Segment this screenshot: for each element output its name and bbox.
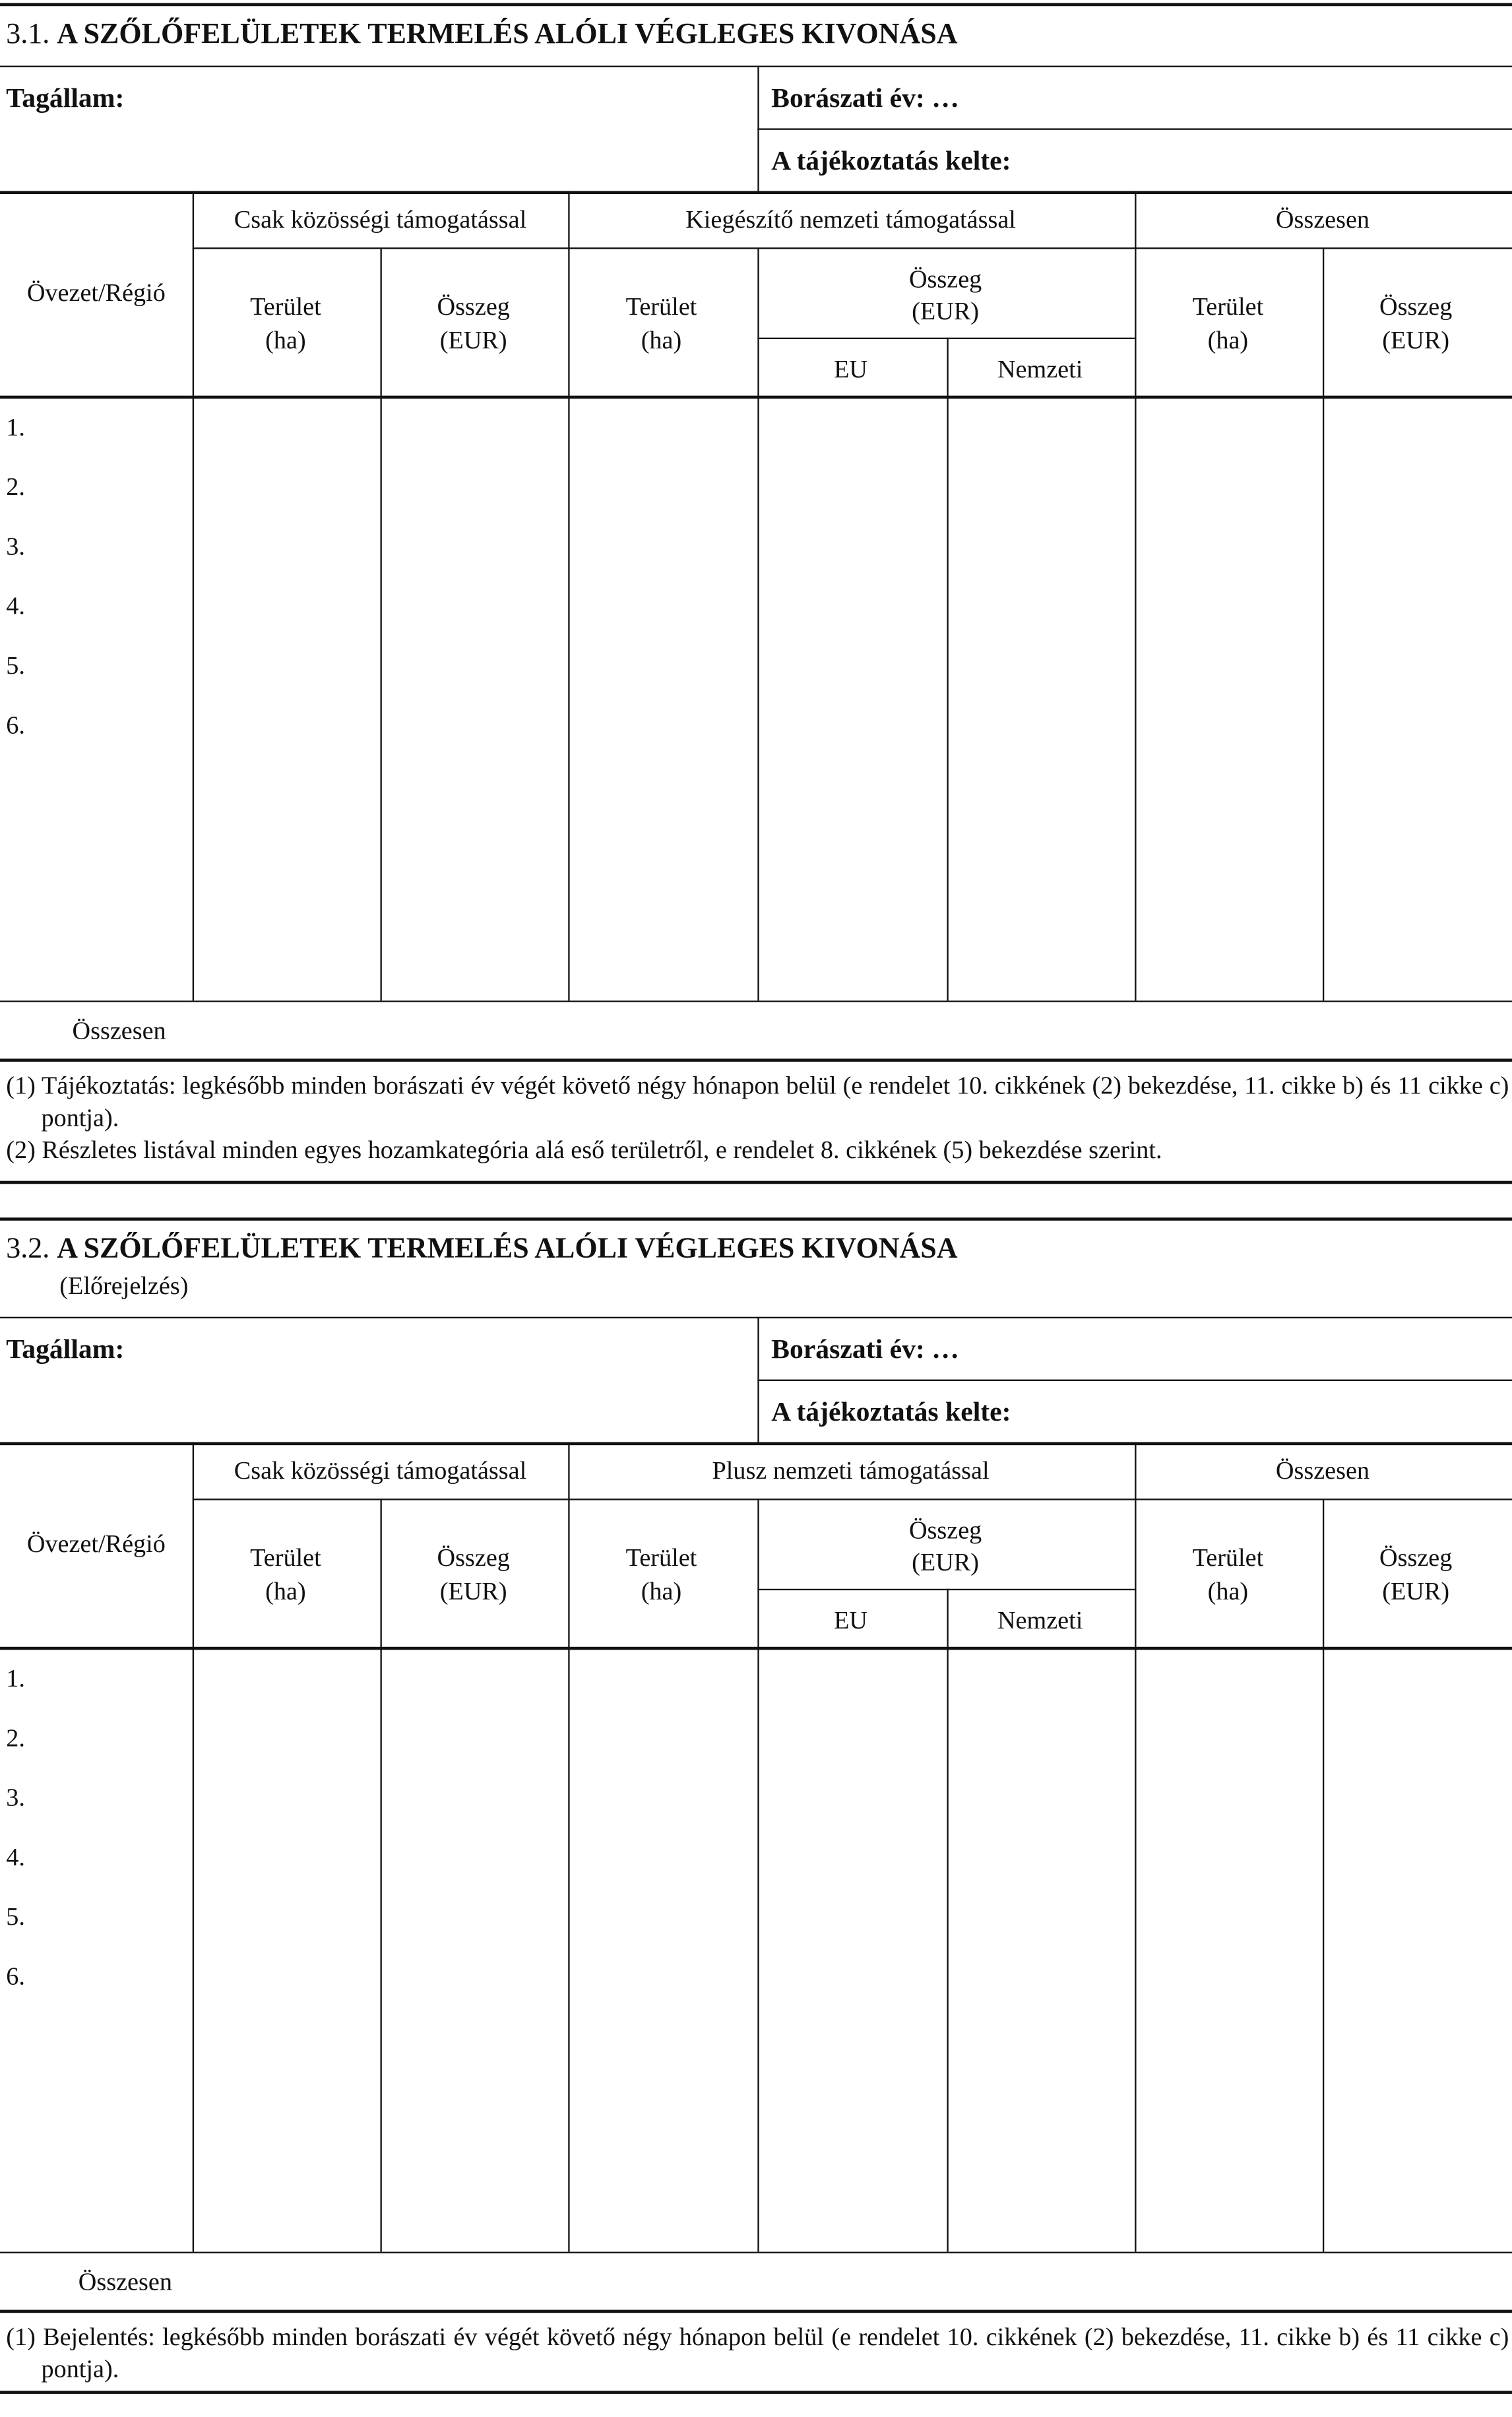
column-header: Összeg (437, 292, 510, 321)
column-unit: (EUR) (1382, 1576, 1450, 1606)
column-header: Összeg (908, 264, 982, 294)
column-header: Terület (250, 292, 321, 321)
rule (757, 338, 1135, 339)
rule (0, 2391, 1512, 2394)
row-label: 3. (6, 531, 25, 561)
group-header-total: Összesen (1275, 205, 1370, 234)
footnote: (1) Bejelentés: legkésőbb minden borászati év végét követő négy hónapon belül (e rendelet 10. cikkének (2) bekezdése, 11. cikke b) és 11 cikke c) pontja). (6, 2322, 1509, 2383)
report-date-label: A tájékoztatás kelte: (771, 145, 1011, 176)
section-subtitle: (Előrejelzés) (59, 1271, 189, 1301)
row-label: 5. (6, 651, 25, 680)
column-unit: (EUR) (1382, 325, 1450, 355)
rule (0, 1000, 1512, 1002)
rule (757, 1380, 1512, 1381)
column-unit: (EUR) (439, 1576, 507, 1606)
rule (0, 1217, 1512, 1221)
row-label: 4. (6, 1842, 25, 1872)
column-unit: (EUR) (912, 1547, 980, 1577)
section1-form-table (0, 66, 1512, 1166)
row-label: 3. (6, 1782, 25, 1812)
column-unit: (ha) (641, 325, 682, 355)
rule (0, 3, 1512, 7)
column-divider (380, 1499, 381, 2251)
column-header: Terület (1192, 1543, 1264, 1572)
column-divider (568, 191, 569, 1000)
column-unit: (ha) (641, 1576, 682, 1606)
row-label: 5. (6, 1902, 25, 1931)
group-header-national: Plusz nemzeti támogatással (712, 1456, 990, 1485)
column-header: Összeg (437, 1543, 510, 1572)
footnote: (1) Tájékoztatás: legkésőbb minden borászati év végét követő négy hónapon belül (e rendelet 10. cikkének (2) bekezdése, 11. cikke b) és 11 cikke c) pontja). (6, 1070, 1509, 1132)
group-header-community: Csak közösségi támogatással (234, 1456, 527, 1485)
total-row-label: Összesen (78, 2267, 172, 2296)
total-row-label: Összesen (72, 1015, 166, 1045)
rule (0, 1058, 1512, 1062)
row-label: 4. (6, 591, 25, 620)
column-header: Terület (250, 1543, 321, 1572)
rule (757, 1589, 1135, 1590)
column-unit: (ha) (265, 325, 306, 355)
column-header-eu: EU (834, 354, 868, 384)
column-unit: (ha) (1207, 325, 1249, 355)
footnotes (6, 2321, 1509, 2385)
column-unit: (ha) (1207, 1576, 1249, 1606)
section-title: A SZŐLŐFELÜLETEK TERMELÉS ALÓLI VÉGLEGES KIVONÁSA (57, 18, 958, 51)
rule (193, 247, 1512, 249)
section-title-3-1 (6, 20, 957, 49)
rule (0, 2310, 1512, 2313)
region-header: Övezet/Régió (26, 1529, 166, 1559)
column-divider (380, 247, 381, 1000)
column-divider (1323, 1499, 1324, 2251)
group-header-community: Csak közösségi támogatással (234, 205, 527, 234)
column-divider (947, 338, 948, 1001)
section-number: 3.1. (6, 18, 50, 51)
section2-form-table (0, 1317, 1512, 2417)
column-unit: (ha) (265, 1576, 306, 1606)
row-label: 2. (6, 1723, 25, 1753)
column-header: Összeg (1379, 292, 1453, 321)
wine-year-label: Borászati év: … (771, 82, 959, 113)
column-divider (1135, 1442, 1136, 2252)
column-header: Összeg (1379, 1543, 1453, 1572)
row-label: 1. (6, 412, 25, 442)
rule (0, 1181, 1512, 1184)
column-divider (757, 1499, 759, 2251)
row-label: 6. (6, 1961, 25, 1991)
column-divider (568, 1442, 569, 2252)
column-divider (193, 191, 194, 1000)
column-divider (947, 1589, 948, 2252)
column-divider (1135, 191, 1136, 1000)
group-header-total: Összesen (1275, 1456, 1370, 1485)
rule (0, 1317, 1512, 1318)
rule (193, 1499, 1512, 1500)
column-header: Terület (625, 292, 697, 321)
member-state-label: Tagállam: (6, 1334, 125, 1365)
column-header: Terület (625, 1543, 697, 1572)
rule (0, 1647, 1512, 1650)
section-title: A SZŐLŐFELÜLETEK TERMELÉS ALÓLI VÉGLEGES KIVONÁSA (57, 1233, 958, 1265)
member-state-label: Tagállam: (6, 82, 125, 113)
rule (0, 396, 1512, 399)
section-title-3-2 (6, 1235, 957, 1264)
footnote: (2) Részletes listával minden egyes hozamkategória alá eső területről, e rendelet 8. cikkének (5) bekezdése szerint. (6, 1135, 1162, 1165)
column-header: Terület (1192, 292, 1264, 321)
footnotes (6, 1070, 1509, 1166)
column-header-national: Nemzeti (997, 1605, 1083, 1635)
rule (757, 128, 1512, 129)
row-label: 2. (6, 472, 25, 501)
region-header: Övezet/Régió (26, 278, 166, 307)
group-header-national: Kiegészítő nemzeti támogatással (685, 205, 1016, 234)
column-divider (1323, 247, 1324, 1000)
column-header: Összeg (908, 1515, 982, 1545)
rule (0, 1442, 1512, 1446)
wine-year-label: Borászati év: … (771, 1334, 959, 1365)
rule (0, 2252, 1512, 2253)
row-label: 1. (6, 1663, 25, 1693)
column-unit: (EUR) (912, 296, 980, 326)
column-header-eu: EU (834, 1605, 868, 1635)
row-label: 6. (6, 710, 25, 740)
column-divider (193, 1442, 194, 2252)
column-header-national: Nemzeti (997, 354, 1083, 384)
rule (0, 191, 1512, 194)
column-unit: (EUR) (439, 325, 507, 355)
rule (0, 66, 1512, 67)
column-divider (757, 247, 759, 1000)
section-number: 3.2. (6, 1233, 50, 1265)
report-date-label: A tájékoztatás kelte: (771, 1396, 1011, 1427)
